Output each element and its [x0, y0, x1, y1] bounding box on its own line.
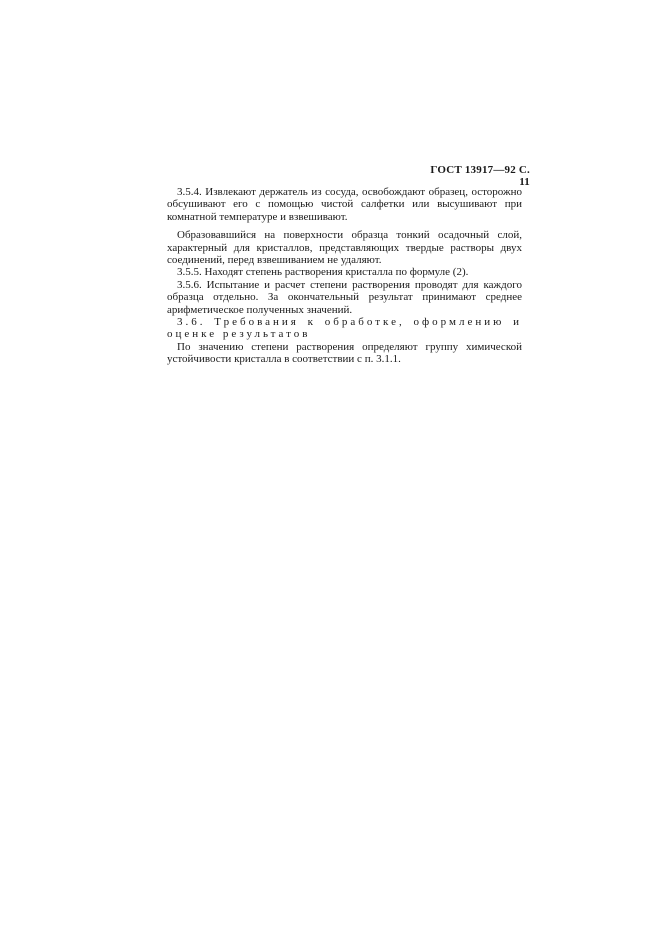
paragraph-3-5-4: 3.5.4. Извлекают держатель из сосуда, освобождают образец, осторожно обсушивают его с помощью чистой салфетки или высушивают при комнатной температуре и взвешивают. [167, 186, 522, 223]
paragraph-conclusion: По значению степени растворения определяют группу химической устойчивости кристалла в соответствии с п. 3.1.1. [167, 340, 522, 366]
section-heading-line-2: оценке результатов [167, 328, 311, 341]
paragraph-3-5-6: 3.5.6. Испытание и расчет степени растворения проводят для каждого образца отдельно. За окончательный результат принимают среднее арифметическое полученных значений. [167, 278, 522, 316]
section-heading-line-1: 3.6. Требования к обработке, оформлению и [177, 316, 522, 329]
running-header: ГОСТ 13917—92 С. 11 [430, 164, 530, 188]
paragraph-3-5-5: 3.5.5. Находят степень растворения кристалла по формуле (2). [177, 266, 469, 279]
document-body [167, 186, 522, 366]
paragraph-sediment-layer: Образовавшийся на поверхности образца тонкий осадочный слой, характерный для кристаллов, представляющих твердые растворы двух соединений, перед взвешиванием не удаляют. [167, 229, 522, 267]
